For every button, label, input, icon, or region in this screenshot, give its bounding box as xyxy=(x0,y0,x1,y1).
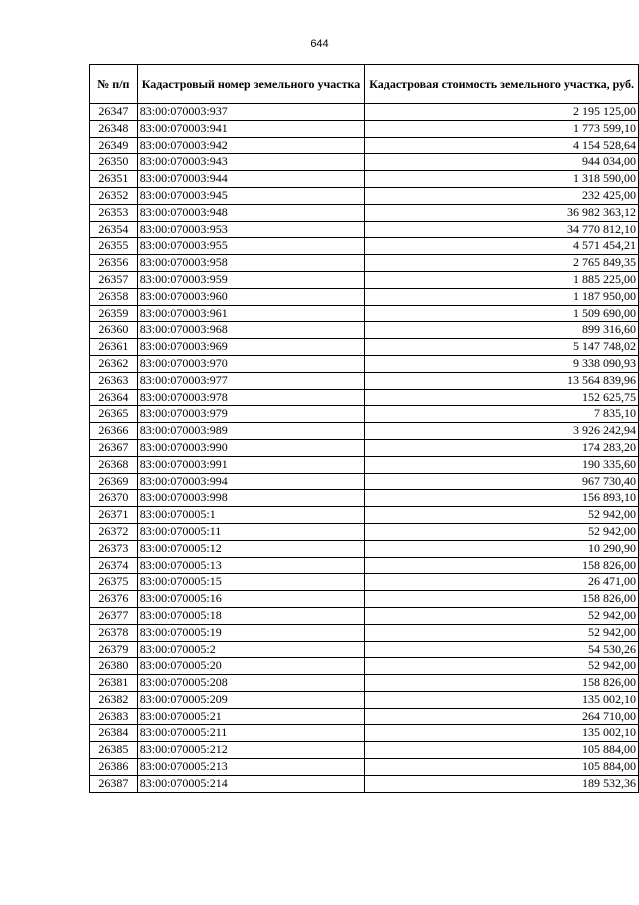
row-num-cell: 26352 xyxy=(90,187,138,204)
row-num-cell: 26360 xyxy=(90,322,138,339)
table-header xyxy=(90,65,639,104)
cadastral-number-cell: 83:00:070003:970 xyxy=(137,355,365,372)
cadastral-number-cell: 83:00:070005:209 xyxy=(137,691,365,708)
row-num-cell: 26355 xyxy=(90,238,138,255)
cadastral-number-cell: 83:00:070003:958 xyxy=(137,255,365,272)
cadastral-value-cell: 3 926 242,94 xyxy=(365,423,639,440)
table-row xyxy=(90,691,639,708)
cadastral-number-cell: 83:00:070005:208 xyxy=(137,675,365,692)
table-row xyxy=(90,221,639,238)
row-num-cell: 26375 xyxy=(90,574,138,591)
row-num-cell: 26350 xyxy=(90,154,138,171)
row-num-cell: 26386 xyxy=(90,759,138,776)
row-num-cell: 26351 xyxy=(90,171,138,188)
cadastral-value-cell: 1 318 590,00 xyxy=(365,171,639,188)
row-num-cell: 26359 xyxy=(90,305,138,322)
cadastral-value-cell: 5 147 748,02 xyxy=(365,339,639,356)
cadastral-value-cell: 135 002,10 xyxy=(365,691,639,708)
cadastral-value-cell: 52 942,00 xyxy=(365,523,639,540)
row-num-cell: 26372 xyxy=(90,523,138,540)
table-row xyxy=(90,372,639,389)
table-row xyxy=(90,473,639,490)
row-num-cell: 26384 xyxy=(90,725,138,742)
cadastral-value-cell: 9 338 090,93 xyxy=(365,355,639,372)
cadastral-value-cell: 1 509 690,00 xyxy=(365,305,639,322)
table-row xyxy=(90,540,639,557)
row-num-cell: 26349 xyxy=(90,137,138,154)
table-row xyxy=(90,238,639,255)
cadastral-value-cell: 36 982 363,12 xyxy=(365,204,639,221)
row-num-cell: 26373 xyxy=(90,540,138,557)
table-row xyxy=(90,137,639,154)
row-num-cell: 26377 xyxy=(90,607,138,624)
cadastral-number-cell: 83:00:070005:11 xyxy=(137,523,365,540)
header-row xyxy=(90,65,639,104)
cadastral-value-cell: 54 530,26 xyxy=(365,641,639,658)
table-row xyxy=(90,339,639,356)
header-num: № п/п xyxy=(90,65,138,104)
cadastral-value-cell: 152 625,75 xyxy=(365,389,639,406)
row-num-cell: 26356 xyxy=(90,255,138,272)
cadastral-value-cell: 158 826,00 xyxy=(365,591,639,608)
cadastral-value-cell: 1 885 225,00 xyxy=(365,271,639,288)
table-row xyxy=(90,641,639,658)
header-cadastral-number: Кадастровый номер земельного участка xyxy=(137,65,365,104)
row-num-cell: 26369 xyxy=(90,473,138,490)
cadastral-number-cell: 83:00:070003:945 xyxy=(137,187,365,204)
row-num-cell: 26366 xyxy=(90,423,138,440)
table-row xyxy=(90,171,639,188)
row-num-cell: 26380 xyxy=(90,658,138,675)
cadastral-number-cell: 83:00:070005:214 xyxy=(137,775,365,792)
cadastral-value-cell: 189 532,36 xyxy=(365,775,639,792)
cadastral-number-cell: 83:00:070005:19 xyxy=(137,624,365,641)
cadastral-number-cell: 83:00:070003:998 xyxy=(137,490,365,507)
table-row xyxy=(90,305,639,322)
cadastral-number-cell: 83:00:070005:18 xyxy=(137,607,365,624)
cadastral-number-cell: 83:00:070005:212 xyxy=(137,742,365,759)
cadastral-number-cell: 83:00:070005:13 xyxy=(137,557,365,574)
cadastral-number-cell: 83:00:070003:948 xyxy=(137,204,365,221)
cadastral-value-cell: 190 335,60 xyxy=(365,456,639,473)
cadastral-number-cell: 83:00:070005:213 xyxy=(137,759,365,776)
cadastral-value-cell: 10 290,90 xyxy=(365,540,639,557)
cadastral-number-cell: 83:00:070003:969 xyxy=(137,339,365,356)
cadastral-number-cell: 83:00:070005:21 xyxy=(137,708,365,725)
row-num-cell: 26379 xyxy=(90,641,138,658)
cadastral-number-cell: 83:00:070003:991 xyxy=(137,456,365,473)
cadastral-value-cell: 899 316,60 xyxy=(365,322,639,339)
row-num-cell: 26367 xyxy=(90,439,138,456)
cadastral-value-cell: 4 154 528,64 xyxy=(365,137,639,154)
table-row xyxy=(90,389,639,406)
cadastral-number-cell: 83:00:070003:943 xyxy=(137,154,365,171)
table-row xyxy=(90,322,639,339)
cadastral-value-cell: 1 773 599,10 xyxy=(365,120,639,137)
cadastral-value-cell: 105 884,00 xyxy=(365,759,639,776)
row-num-cell: 26353 xyxy=(90,204,138,221)
table-row xyxy=(90,456,639,473)
cadastral-value-cell: 4 571 454,21 xyxy=(365,238,639,255)
cadastral-value-cell: 156 893,10 xyxy=(365,490,639,507)
cadastral-number-cell: 83:00:070003:968 xyxy=(137,322,365,339)
row-num-cell: 26370 xyxy=(90,490,138,507)
cadastral-value-cell: 7 835,10 xyxy=(365,406,639,423)
cadastral-number-cell: 83:00:070003:953 xyxy=(137,221,365,238)
table-row xyxy=(90,288,639,305)
table-body xyxy=(90,104,639,793)
cadastral-number-cell: 83:00:070003:941 xyxy=(137,120,365,137)
table-row xyxy=(90,406,639,423)
table-row xyxy=(90,708,639,725)
cadastral-number-cell: 83:00:070005:20 xyxy=(137,658,365,675)
row-num-cell: 26387 xyxy=(90,775,138,792)
cadastral-number-cell: 83:00:070003:961 xyxy=(137,305,365,322)
page-number: 644 xyxy=(310,38,329,50)
table-row xyxy=(90,523,639,540)
cadastral-value-cell: 105 884,00 xyxy=(365,742,639,759)
cadastral-number-cell: 83:00:070003:960 xyxy=(137,288,365,305)
row-num-cell: 26385 xyxy=(90,742,138,759)
table-row xyxy=(90,607,639,624)
cadastral-number-cell: 83:00:070003:989 xyxy=(137,423,365,440)
table-row xyxy=(90,675,639,692)
table-row xyxy=(90,725,639,742)
cadastral-number-cell: 83:00:070003:959 xyxy=(137,271,365,288)
row-num-cell: 26361 xyxy=(90,339,138,356)
table-row xyxy=(90,490,639,507)
cadastral-number-cell: 83:00:070003:977 xyxy=(137,372,365,389)
row-num-cell: 26376 xyxy=(90,591,138,608)
cadastral-number-cell: 83:00:070003:944 xyxy=(137,171,365,188)
table-row xyxy=(90,759,639,776)
table-row xyxy=(90,187,639,204)
table-row xyxy=(90,255,639,272)
row-num-cell: 26365 xyxy=(90,406,138,423)
cadastral-value-cell: 944 034,00 xyxy=(365,154,639,171)
cadastral-value-cell: 264 710,00 xyxy=(365,708,639,725)
cadastral-value-cell: 158 826,00 xyxy=(365,675,639,692)
table-row xyxy=(90,154,639,171)
table-row xyxy=(90,120,639,137)
cadastral-number-cell: 83:00:070005:16 xyxy=(137,591,365,608)
cadastral-number-cell: 83:00:070005:15 xyxy=(137,574,365,591)
row-num-cell: 26383 xyxy=(90,708,138,725)
cadastral-number-cell: 83:00:070005:2 xyxy=(137,641,365,658)
row-num-cell: 26382 xyxy=(90,691,138,708)
table-row xyxy=(90,557,639,574)
cadastral-value-table xyxy=(89,64,639,793)
table-row xyxy=(90,104,639,121)
cadastral-value-cell: 2 765 849,35 xyxy=(365,255,639,272)
cadastral-number-cell: 83:00:070003:978 xyxy=(137,389,365,406)
cadastral-value-cell: 13 564 839,96 xyxy=(365,372,639,389)
table-row xyxy=(90,271,639,288)
row-num-cell: 26381 xyxy=(90,675,138,692)
cadastral-value-cell: 52 942,00 xyxy=(365,624,639,641)
cadastral-number-cell: 83:00:070003:990 xyxy=(137,439,365,456)
row-num-cell: 26357 xyxy=(90,271,138,288)
cadastral-number-cell: 83:00:070005:12 xyxy=(137,540,365,557)
table-row xyxy=(90,624,639,641)
table-row xyxy=(90,355,639,372)
table-row xyxy=(90,423,639,440)
table-row xyxy=(90,204,639,221)
row-num-cell: 26364 xyxy=(90,389,138,406)
cadastral-number-cell: 83:00:070005:1 xyxy=(137,507,365,524)
cadastral-value-cell: 1 187 950,00 xyxy=(365,288,639,305)
cadastral-value-cell: 52 942,00 xyxy=(365,507,639,524)
cadastral-value-cell: 174 283,20 xyxy=(365,439,639,456)
row-num-cell: 26368 xyxy=(90,456,138,473)
header-cadastral-value: Кадастровая стоимость земельного участка, руб. xyxy=(365,65,639,104)
cadastral-value-cell: 52 942,00 xyxy=(365,607,639,624)
row-num-cell: 26374 xyxy=(90,557,138,574)
cadastral-number-cell: 83:00:070003:955 xyxy=(137,238,365,255)
row-num-cell: 26363 xyxy=(90,372,138,389)
cadastral-value-cell: 135 002,10 xyxy=(365,725,639,742)
cadastral-number-cell: 83:00:070003:942 xyxy=(137,137,365,154)
row-num-cell: 26354 xyxy=(90,221,138,238)
cadastral-number-cell: 83:00:070005:211 xyxy=(137,725,365,742)
table-row xyxy=(90,742,639,759)
row-num-cell: 26347 xyxy=(90,104,138,121)
row-num-cell: 26348 xyxy=(90,120,138,137)
cadastral-value-cell: 158 826,00 xyxy=(365,557,639,574)
row-num-cell: 26358 xyxy=(90,288,138,305)
table-row xyxy=(90,507,639,524)
cadastral-value-cell: 2 195 125,00 xyxy=(365,104,639,121)
cadastral-value-cell: 52 942,00 xyxy=(365,658,639,675)
cadastral-number-cell: 83:00:070003:937 xyxy=(137,104,365,121)
table-row xyxy=(90,591,639,608)
cadastral-value-cell: 967 730,40 xyxy=(365,473,639,490)
cadastral-value-cell: 26 471,00 xyxy=(365,574,639,591)
row-num-cell: 26378 xyxy=(90,624,138,641)
cadastral-number-cell: 83:00:070003:994 xyxy=(137,473,365,490)
table-row xyxy=(90,439,639,456)
cadastral-value-cell: 34 770 812,10 xyxy=(365,221,639,238)
cadastral-number-cell: 83:00:070003:979 xyxy=(137,406,365,423)
row-num-cell: 26362 xyxy=(90,355,138,372)
row-num-cell: 26371 xyxy=(90,507,138,524)
cadastral-value-cell: 232 425,00 xyxy=(365,187,639,204)
table-row xyxy=(90,775,639,792)
table-row xyxy=(90,658,639,675)
table-row xyxy=(90,574,639,591)
